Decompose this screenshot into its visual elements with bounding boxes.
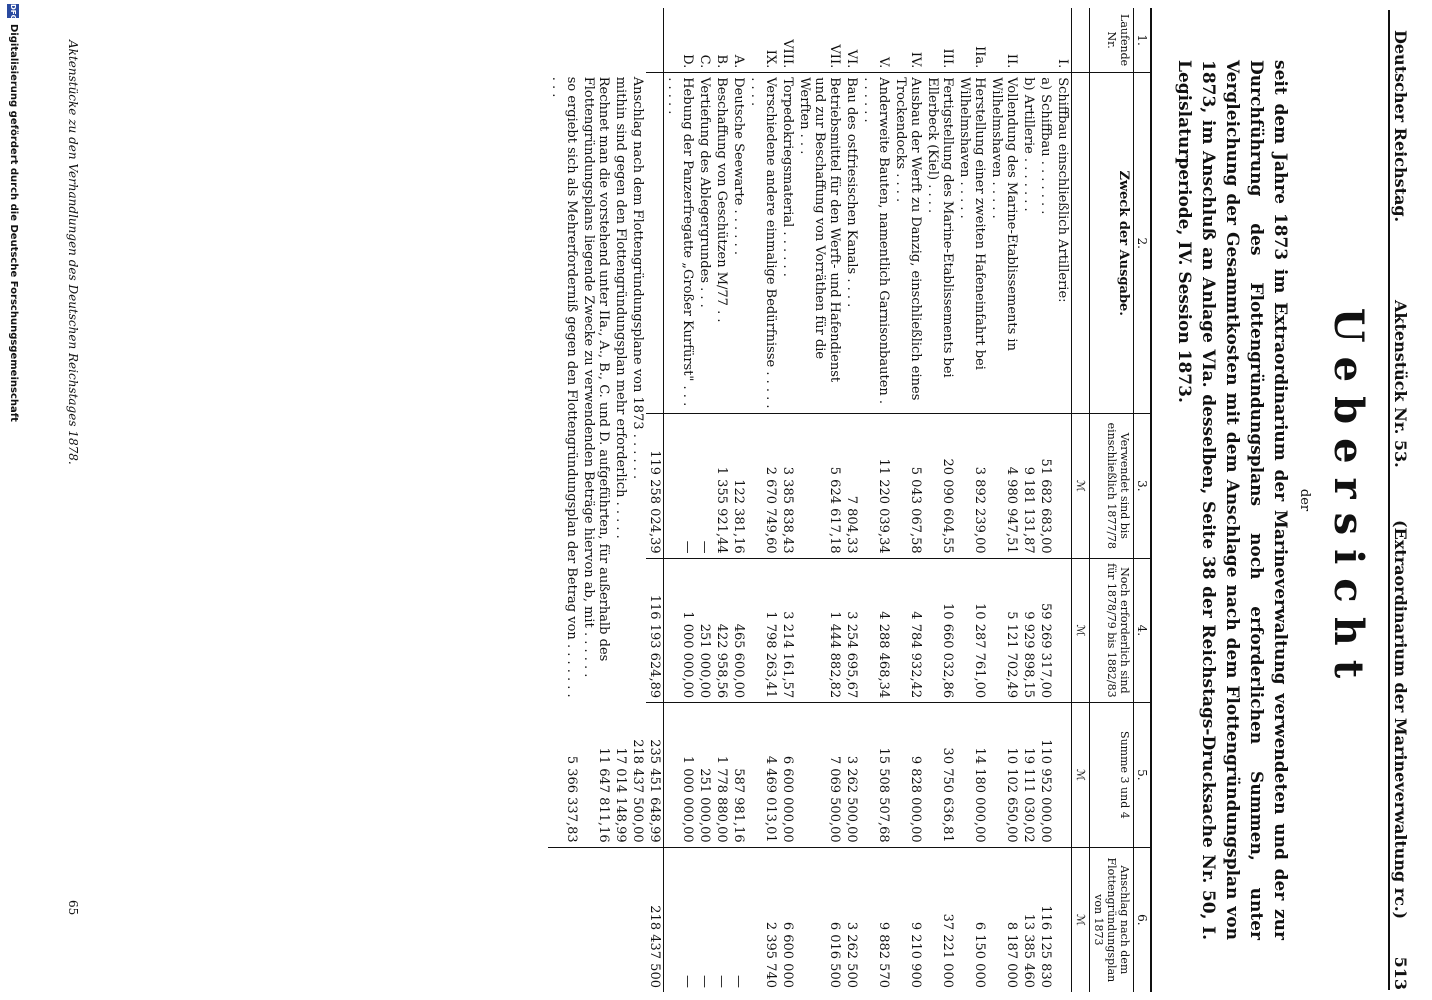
expenditure-table (548, 8, 1152, 992)
unit-needed: ℳ (1072, 558, 1090, 703)
row-description: Hebung der Panzerfregatte „Großer Kurfürst" . . . . . . . . (664, 73, 697, 414)
row-sum: 1 778 880,00 (713, 703, 730, 848)
table-row (1054, 8, 1072, 992)
row-nr: B. (713, 8, 730, 73)
table-row (730, 8, 747, 992)
row-sum (1054, 703, 1072, 848)
row-estimate: — (731, 975, 746, 988)
header-sum: Summe 3 und 4 (1090, 703, 1134, 848)
row-spent: 51 682 683,00 (1037, 414, 1054, 559)
row-spent: 5 043 067,58 (892, 414, 924, 559)
row-needed: 1 000 000,00 (664, 558, 697, 703)
row-needed: 4 288 468,34 (860, 558, 892, 703)
summary-description: Anschlag nach dem Flottengründungsplane von 1873 . . . . . . (630, 76, 645, 480)
row-estimate: — (697, 975, 712, 988)
row-needed: 59 269 317,00 (1037, 558, 1054, 703)
table-row (1020, 8, 1037, 992)
row-sum: 251 000,00 (696, 703, 713, 848)
row-estimate: 9 210 900 (908, 921, 923, 988)
row-sum: 9 828 000,00 (892, 703, 924, 848)
row-spent: — (696, 414, 713, 559)
table-row (892, 8, 924, 992)
row-needed: 1 444 882,82 (796, 558, 843, 703)
summary-amount: 218 437 500,00 (629, 703, 646, 848)
row-estimate: 116 125 830 (1038, 905, 1053, 988)
row-nr: II. (988, 8, 1020, 73)
row-description: Verschiedene andere einmalige Bedürfnisse . . . . . . . . . (747, 73, 779, 414)
summary-row (612, 8, 629, 992)
row-nr (1020, 8, 1037, 73)
summary-description: Rechnet man die vorstehend unter IIa., A., B., C. und D. aufgeführten, für außerhalb des Flottengründungsplans liegende Zwecke zu verwendenden Beträge hiervon ab, mit . . . . . . (581, 76, 611, 678)
unit-nr (1072, 8, 1090, 73)
row-spent: 122 381,16 (730, 414, 747, 559)
table-row (747, 8, 779, 992)
total-spent: 119 258 024,39 (646, 414, 664, 559)
row-description: Vollendung des Marine-Etablissements in Wilhelmshaven . . . . . (988, 73, 1020, 414)
summary-description: so ergiebt sich als Mehrerforderniß gegen den Flottengründungsplan der Betrag von . . . . . . . . . . (549, 76, 579, 698)
summary-spacer (629, 8, 646, 73)
total-estimate: 218 437 500 (646, 847, 664, 992)
row-description: Torpedokriegsmaterial . . . . . . (779, 73, 796, 414)
row-nr (1037, 8, 1054, 73)
col-number-5: 5. (1134, 703, 1152, 848)
row-estimate: 3 262 500 (844, 921, 859, 988)
page-number: 513 (1391, 956, 1410, 990)
table-row (988, 8, 1020, 992)
row-spent: — (664, 414, 697, 559)
header-rule (1388, 10, 1390, 990)
table-summary (548, 8, 646, 992)
unit-sum: ℳ (1072, 703, 1090, 848)
row-description: Anderweite Bauten, namentlich Garnisonbauten . . . . . . . (860, 73, 892, 414)
header-spent: Verwendet sind bis einschließlich 1877/78 (1090, 414, 1134, 559)
row-description: Vertiefung des Ablegergrundes . . . (696, 73, 713, 414)
row-needed: 465 600,00 (730, 558, 747, 703)
row-spent: 4 980 947,51 (988, 414, 1020, 559)
row-nr: VII. (796, 8, 843, 73)
header-estimate: Anschlag nach dem Flottengründungsplan von 1873 (1090, 847, 1134, 992)
footnote: Aktenstücke zu den Verhandlungen des Deutschen Reichstages 1878. (66, 40, 80, 465)
summary-empty (548, 847, 580, 992)
row-nr: VI. (843, 8, 860, 73)
col-number-4: 4. (1134, 558, 1152, 703)
row-spent: 9 181 131,87 (1020, 414, 1037, 559)
table-row (664, 8, 697, 992)
col-number-3: 3. (1134, 414, 1152, 559)
row-estimate (1054, 847, 1072, 992)
summary-row (629, 8, 646, 992)
row-description: Betriebsmittel für den Werft- und Hafendienst und zur Beschaffung von Vorräthen für die Werften . . . (796, 73, 843, 414)
row-spent: 3 892 239,00 (956, 414, 988, 559)
unit-estimate: ℳ (1072, 847, 1090, 992)
row-sum: 1 000 000,00 (664, 703, 697, 848)
row-description: Fertigstellung des Marine-Etablissements bei Ellerbeck (Kiel) . . . . (924, 73, 956, 414)
row-needed: 3 214 161,57 (779, 558, 796, 703)
total-needed: 116 193 624,89 (646, 558, 664, 703)
row-estimate: 6 600 000 (780, 921, 795, 988)
summary-amount: 17 014 148,99 (612, 703, 629, 848)
summary-empty (612, 847, 629, 992)
running-header (1384, 0, 1424, 1000)
row-estimate: 9 882 570 (876, 921, 891, 988)
summary-spacer (548, 8, 580, 73)
row-estimate: — (714, 975, 729, 988)
table-row (860, 8, 892, 992)
dfg-footer (0, 0, 24, 1000)
row-description: Bau des ostfriesischen Kanals . . . . (843, 73, 860, 414)
summary-empty (580, 847, 612, 992)
summary-row (580, 8, 612, 992)
row-sum: 30 750 636,81 (924, 703, 956, 848)
row-nr: VIII. (779, 8, 796, 73)
row-sum: 14 180 000,00 (956, 703, 988, 848)
row-estimate: 6 016 500 (827, 921, 842, 988)
row-description: Schiffbau einschließlich Artillerie: (1054, 73, 1072, 414)
title-connector: der (1297, 488, 1312, 512)
row-sum: 4 469 013,01 (747, 703, 779, 848)
row-sum: 3 262 500,00 (843, 703, 860, 848)
row-description: Deutsche Seewarte . . . . . . (730, 73, 747, 414)
row-sum: 587 981,16 (730, 703, 747, 848)
row-estimate: 13 385 460 (1021, 913, 1036, 988)
table-row (956, 8, 988, 992)
column-number-row (1134, 8, 1152, 992)
unit-purpose (1072, 73, 1090, 414)
row-description: a) Schiffbau . . . . . . . (1037, 73, 1054, 414)
row-estimate: 2 395 740 (763, 921, 778, 988)
row-description: b) Artillerie . . . . . . . (1020, 73, 1037, 414)
header-purpose: Zweck der Ausgabe. (1090, 73, 1134, 414)
table-row (1037, 8, 1054, 992)
row-needed: 3 254 695,67 (843, 558, 860, 703)
row-nr: IX. (747, 8, 779, 73)
summary-spacer (612, 8, 629, 73)
row-spent: 1 355 921,44 (713, 414, 730, 559)
row-sum: 19 111 030,02 (1020, 703, 1037, 848)
row-spent: 3 385 838,43 (779, 414, 796, 559)
summary-amount: 11 647 811,16 (580, 703, 612, 848)
row-description: Herstellung einer zweiten Hafeneinfahrt bei Wilhelmshaven . . . . . (956, 73, 988, 414)
intro-paragraph: seit dem Jahre 1873 im Extraordinarium der Marineverwaltung verwendeten und der zur Durchführung des Flottengründungsplans noch erforderlichen Summen, unter Vergleichung der Gesammtkosten mit dem Anschlage nach dem Flottengründungsplan von 1873, im Anschluß an Anlage VIa. desselben, Seite 38 der Reichstags-Drucksache Nr. 50, I. Legislaturperiode, IV. Session 1873. (1174, 60, 1290, 940)
row-estimate: 8 187 000 (1004, 921, 1019, 988)
row-spent (1054, 414, 1072, 559)
document-title: Uebersicht (1325, 307, 1372, 693)
summary-amount: 5 366 337,83 (548, 703, 580, 848)
table-body (646, 8, 1072, 992)
row-spent: 5 624 617,18 (796, 414, 843, 559)
row-description: Beschaffung von Geschützen M/77 . . (713, 73, 730, 414)
row-spent: 7 804,33 (843, 414, 860, 559)
unit-row (1072, 8, 1090, 992)
row-needed: 251 000,00 (696, 558, 713, 703)
dfg-logo: DFG (9, 4, 17, 21)
totals-nr (646, 8, 664, 73)
summary-row (548, 8, 580, 992)
unit-spent: ℳ (1072, 414, 1090, 559)
document-reference: Aktenstück Nr. 53. (1391, 300, 1410, 468)
row-needed: 422 958,56 (713, 558, 730, 703)
row-needed: 10 287 761,00 (956, 558, 988, 703)
total-sum: 235 451 648,99 (646, 703, 664, 848)
row-needed: 9 929 898,15 (1020, 558, 1037, 703)
table-row (924, 8, 956, 992)
col-number-6: 6. (1134, 847, 1152, 992)
col-number-2: 2. (1134, 73, 1152, 414)
row-needed: 1 798 263,41 (747, 558, 779, 703)
row-needed: 4 784 932,42 (892, 558, 924, 703)
row-estimate: 6 150 000 (972, 921, 987, 988)
table-row (713, 8, 730, 992)
row-estimate: — (680, 975, 695, 988)
header-row (1090, 8, 1134, 992)
table-row (779, 8, 796, 992)
row-nr: IV. (892, 8, 924, 73)
row-sum: 10 102 650,00 (988, 703, 1020, 848)
header-needed: Noch erforderlich sind für 1878/79 bis 1882/83 (1090, 558, 1134, 703)
table-row (696, 8, 713, 992)
header-nr: Laufende Nr. (1090, 8, 1134, 73)
row-nr: A. (730, 8, 747, 73)
row-needed: 5 121 702,49 (988, 558, 1020, 703)
table-row (796, 8, 843, 992)
row-sum: 15 508 507,68 (860, 703, 892, 848)
summary-spacer (580, 8, 612, 73)
row-nr: V. (860, 8, 892, 73)
summary-empty (629, 847, 646, 992)
row-nr: C. (696, 8, 713, 73)
row-nr: IIa. (956, 8, 988, 73)
row-spent: 2 670 749,60 (747, 414, 779, 559)
summary-description: mithin sind gegen den Flottengründungsplan mehr erforderlich . . . . . (613, 76, 628, 539)
row-sum: 110 952 000,00 (1037, 703, 1054, 848)
row-nr: I. (1054, 8, 1072, 73)
row-needed: 10 660 032,86 (924, 558, 956, 703)
table-row (843, 8, 860, 992)
journal-title: Deutscher Reichstag. (1391, 30, 1410, 223)
row-nr: D. (664, 8, 697, 73)
totals-description (646, 73, 664, 414)
expenditure-table-wrap (548, 8, 1152, 992)
row-spent: 20 090 604,55 (924, 414, 956, 559)
totals-row (646, 8, 664, 992)
dfg-note: Digitalisierung gefördert durch die Deutsche Forschungsgemeinschaft (8, 24, 19, 422)
row-needed (1054, 558, 1072, 703)
row-sum: 7 069 500,00 (796, 703, 843, 848)
row-estimate: 37 221 000 (940, 913, 955, 988)
col-number-1: 1. (1134, 8, 1152, 73)
row-sum: 6 600 000,00 (779, 703, 796, 848)
row-spent: 11 220 039,34 (860, 414, 892, 559)
row-nr: III. (924, 8, 956, 73)
row-description: Ausbau der Werft zu Danzig, einschließlich eines Trockendocks . . . . (892, 73, 924, 414)
section-title: (Extraordinarium der Marineverwaltung rc.) (1391, 520, 1410, 920)
footer-page-number: 65 (66, 900, 80, 916)
